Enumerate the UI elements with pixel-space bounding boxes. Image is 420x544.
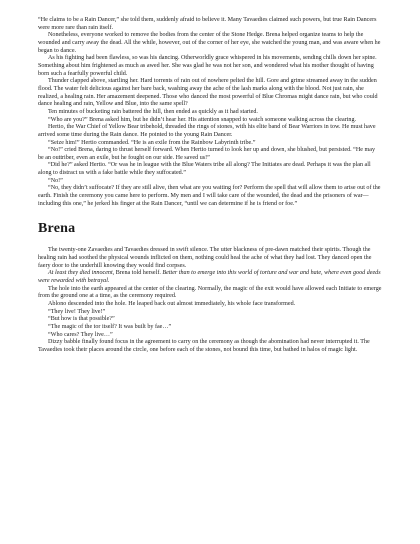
paragraph: Ten minutes of bucketing rain battered the hill, then ended as quickly as it had started. bbox=[48, 108, 258, 115]
paragraph: Ablono descended into the hole. He leaped back out almost immediately, his whole face transformed. bbox=[48, 301, 296, 307]
paragraph: Nonetheless, everyone worked to remove the bodies from the center of the Stone Hedge. Brena helped organize teams to help the wounded and carry away the dead. All the while, however, out of the corner of her eye, she watched the young man, and was aware when he began to dance. bbox=[38, 32, 381, 54]
paragraph: The twenty-one Zavaedies and Tavaedies dressed in swift silence. The utter blackness of pre-dawn matched their spirits. Though the healing rain had soothed the physical wounds inflicted on them, nothing could heal the ache of what they had lost. They danced open the faery door to the underhill knowing they would find corpses. bbox=[38, 247, 372, 269]
paragraph: “Did he?” asked Hertio. “Or was he in league with the Blue Waters tribe all along? The Initiates are dead. Perhaps it was the plan all along to distract us with a fake battle while they suffocated.” bbox=[38, 162, 371, 177]
paragraph: Dizzy babble finally found focus in the agreement to carry on the ceremony as though the abomination had never interrupted it. The Tavaedies took their places around the circle, one before each of the stones, not bound this time, but bathed in halos of magic light. bbox=[38, 339, 370, 353]
dialogue-line: “The magic of the tor itself? It was built by fae…” bbox=[48, 323, 172, 330]
paragraph: Thunder clapped above, startling her. Hard torrents of rain out of nowhere pelted the hill. Gore and grime streamed away in the sudden flood. The water felt delicious against her bare back, washing away the ache of the lash marks along with the blood. Not just rain, she realized, a healing rain. Her amazement deepened. Those who danced the most powerful of Blue Chromas might dance rain, but who could dance healing and rain, Yellow and Blue, into the same spell? bbox=[38, 78, 378, 108]
paragraph bbox=[38, 270, 382, 285]
paragraph: “Who are you?” Brena asked him, but he didn’t hear her. His attention snapped to watch someone walking across the clearing. bbox=[48, 116, 357, 123]
paragraph-text: Brena told herself. bbox=[114, 270, 163, 277]
paragraph: “He claims to be a Rain Dancer,” she told them, suddenly afraid to believe it. Many Tavaedies claimed such powers, but true Rain Dancers were more rare than rain itself. bbox=[38, 17, 377, 31]
paragraph: As his fighting had been flawless, so was his dancing. Otherworldly grace whispered in his movements, sending chills down her spine. Something about him frightened as much as awed her. She was glad he was not her son, and wondered what his mother thought of having born such a fearfully powerful child. bbox=[38, 55, 377, 77]
italic-thought: Better than to emerge into this world of torture and war and hate, where even good deeds were rewarded with betrayal. bbox=[38, 270, 381, 285]
dialogue-line: “Who cares? They live…” bbox=[48, 331, 113, 338]
paragraph: “No!” cried Brena, daring to thrust herself forward. When Hertio turned to look her up and down, she blushed, but persisted. “He may be an outtriber, even an exile, but he fought on our side. He saved us!” bbox=[38, 147, 375, 161]
paragraph: “No, they didn’t suffocate? If they are still alive, then what are you waiting for? Perform the spell that will allow them to arise out of the earth. Finish the ceremony you came here to perform. My men and I will take care of the wounded, the dead and the prisoners of war—including this one,” he jerked his finger at the Rain Dancer, “until we can determine if he is friend or foe.” bbox=[38, 185, 381, 207]
paragraph: “No!” bbox=[48, 177, 63, 184]
dialogue-line: “They live! They live!” bbox=[48, 308, 106, 315]
paragraph: “Seize him!” Hertio commanded. “He is an exile from the Rainbow Labyrinth tribe.” bbox=[48, 139, 256, 146]
dialogue-line: “But how is that possible?” bbox=[48, 316, 115, 323]
paragraph: Hertio, the War Chief of Yellow Bear tribehold, threaded the rings of stones, with his elite band of Bear Warriors in tow. He must have arrived some time during the Rain dance. He pointed to the young Rain Dancer. bbox=[38, 124, 376, 138]
paragraph: The hole into the earth appeared at the center of the clearing. Normally, the magic of the exit would have allowed each Initiate to emerge from the ground one at a time, as the ceremony required. bbox=[38, 285, 382, 300]
italic-thought: At least they died innocent, bbox=[48, 270, 115, 277]
section-heading: Brena bbox=[38, 221, 76, 237]
